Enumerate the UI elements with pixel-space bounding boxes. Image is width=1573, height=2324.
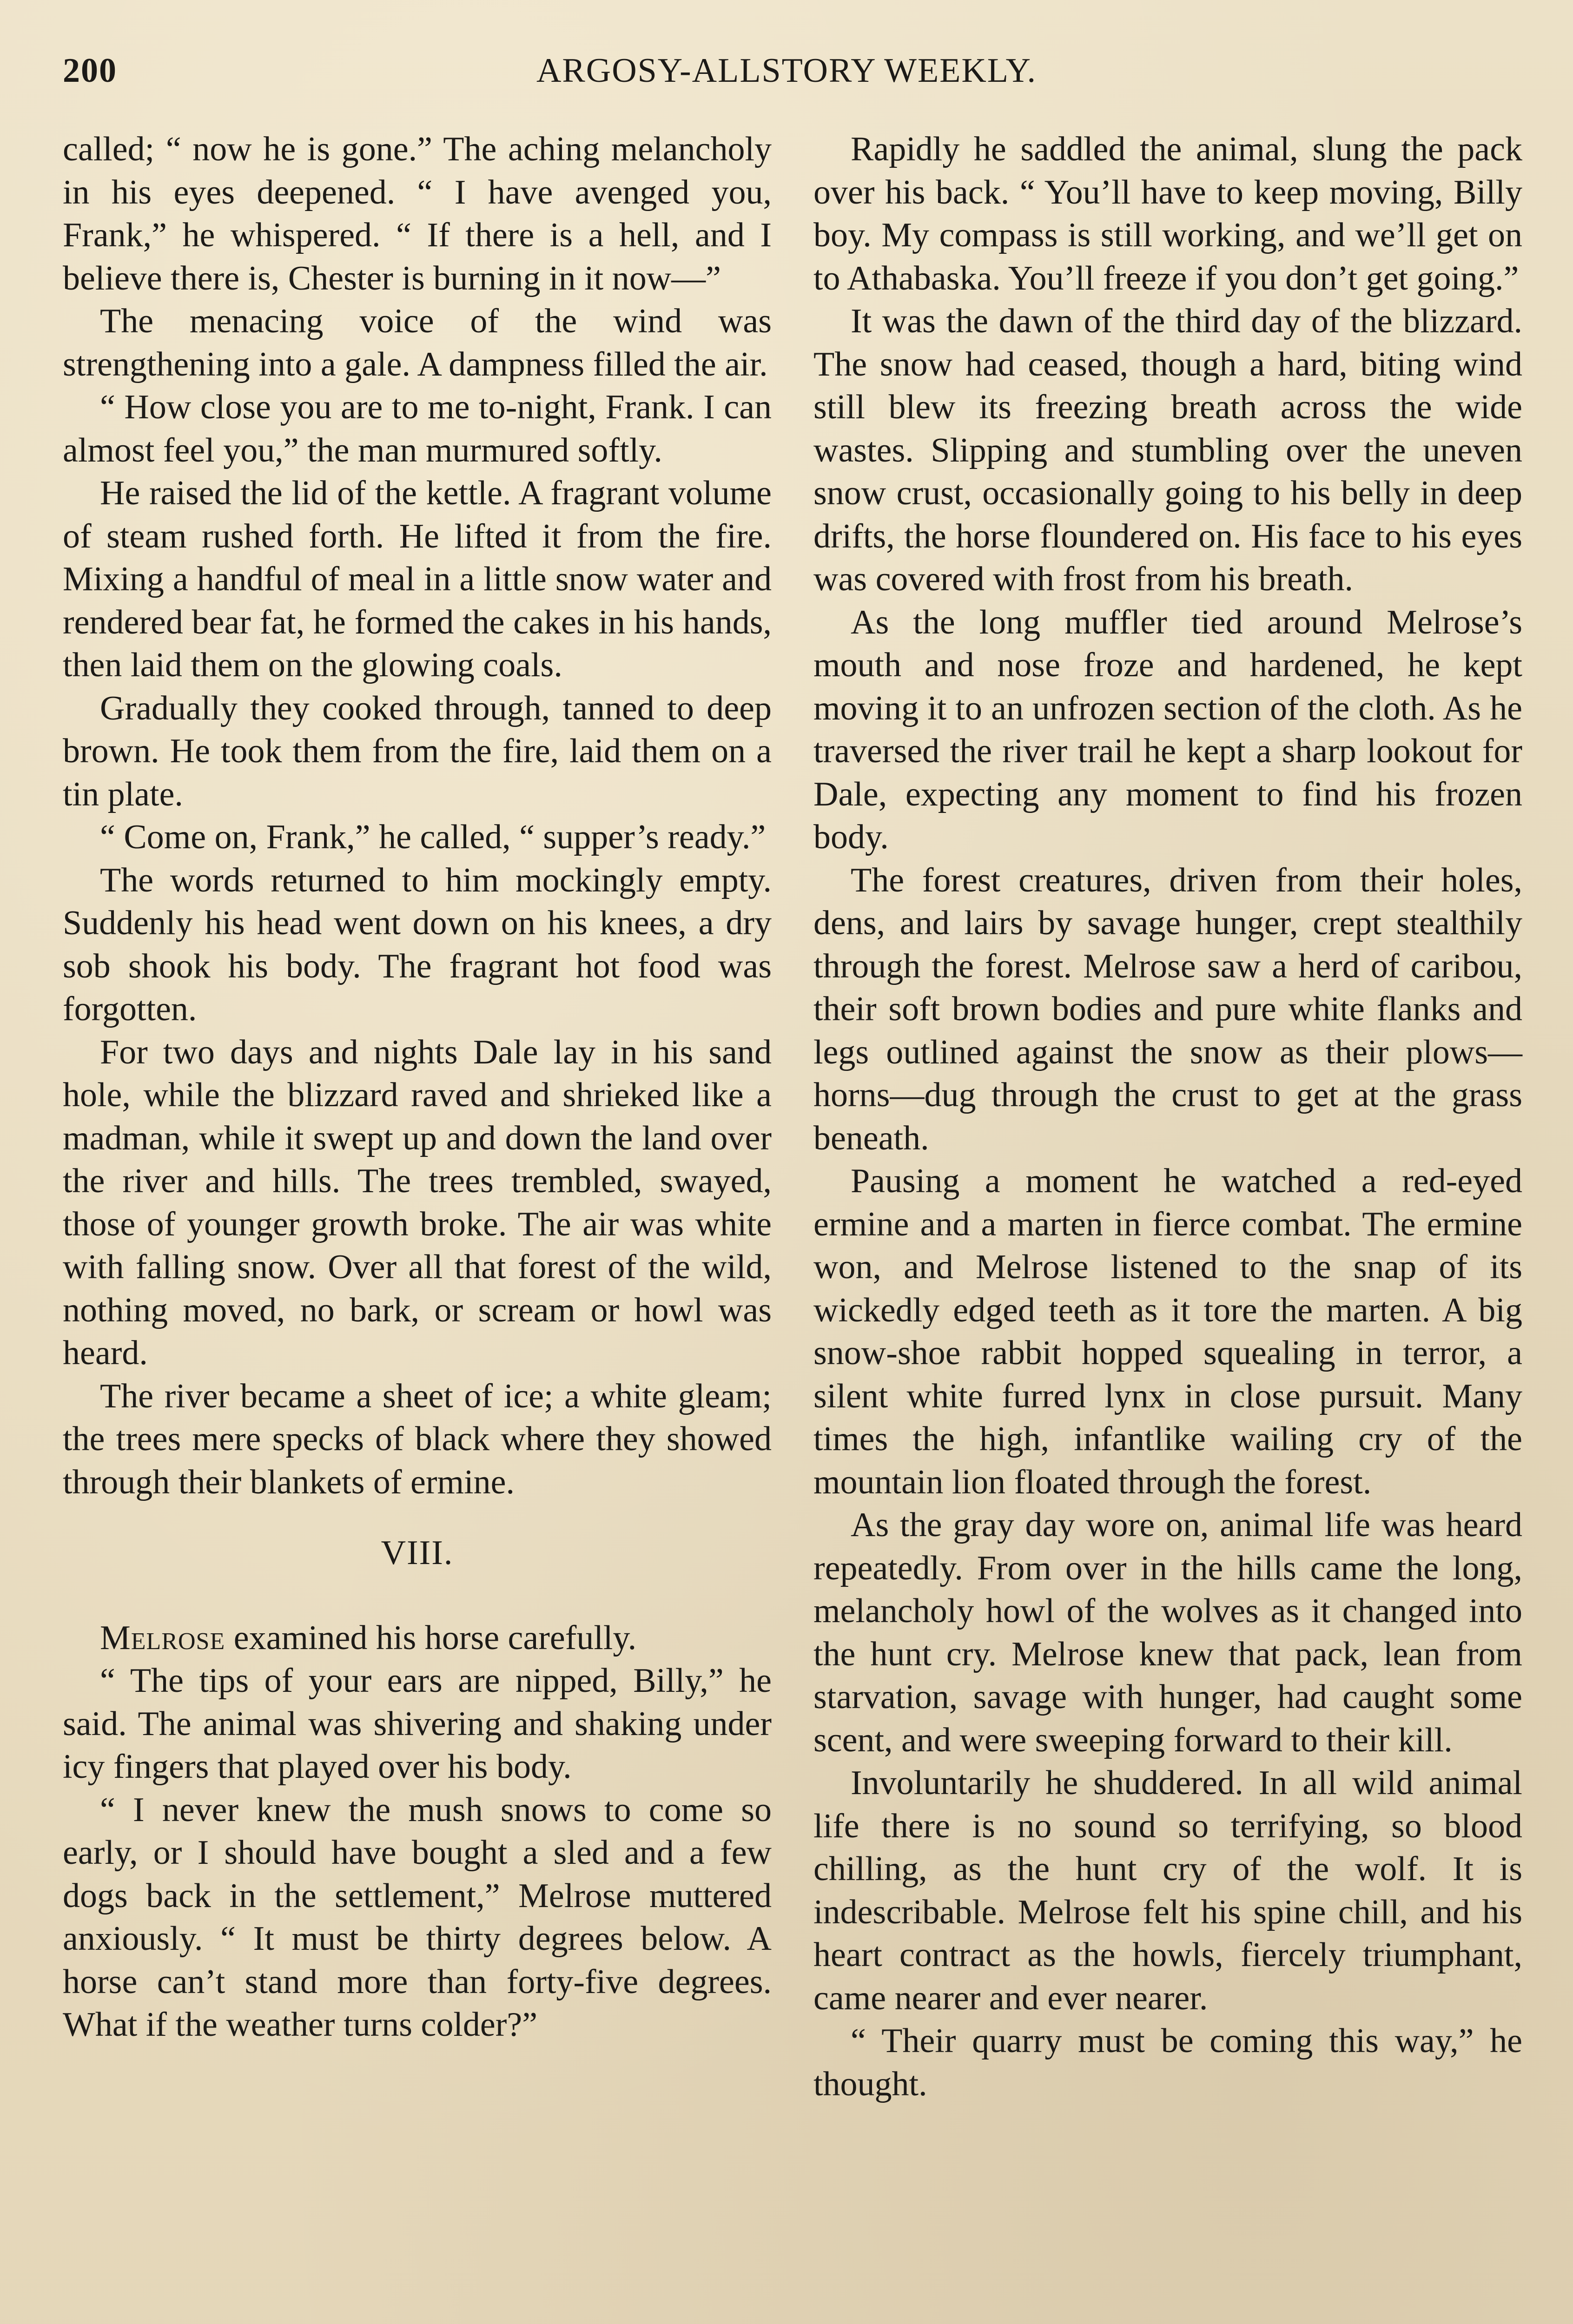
paragraph: It was the dawn of the third day of the blizzard. The snow had ceased, though a hard, biting wind still blew its freezing breath across the wide wastes. Slipping and stumbling over the uneven snow crust, occasionally going to his belly in deep drifts, the horse floundered on. His face to his eyes was covered with frost from his breath.: [813, 302, 1522, 598]
paragraph: For two days and nights Dale lay in his sand hole, while the blizzard raved and shrieked like a madman, while it swept up and down the land over the river and hills. The trees trembled, swayed, those of younger growth broke. The air was white with falling snow. Over all that forest of the wild, nothing moved, no bark, or scream or howl was heard.: [63, 1033, 772, 1372]
paragraph-rest: examined his horse carefully.: [225, 1618, 637, 1657]
right-column: [813, 128, 1522, 2324]
paragraph: Rapidly he saddled the animal, slung the pack over his back. “ You’ll have to keep moving, Billy boy. My compass is still working, and we’ll get on to Athabaska. You’ll freeze if you don’t get going.”: [813, 130, 1522, 297]
chapter-heading: VIII.: [381, 1534, 454, 1572]
paragraph: As the gray day wore on, animal life was heard repeatedly. From over in the hills came the long, melancholy howl of the wolves as it changed into the hunt cry. Melrose knew that pack, lean from starvation, savage with hunger, had caught some scent, and were sweeping forward to their kill.: [813, 1506, 1522, 1759]
paragraph: As the long muffler tied around Melrose’s mouth and nose froze and hardened, he kept moving it to an unfrozen section of the cloth. As he traversed the river trail he kept a sharp lookout for Dale, expecting any moment to find his frozen body.: [813, 603, 1522, 856]
paragraph: “ How close you are to me to-night, Frank. I can almost feel you,” the man murmured softly.: [63, 388, 772, 469]
paragraph: [63, 1617, 772, 1660]
running-head: ARGOSY-ALLSTORY WEEKLY.: [536, 52, 1037, 90]
paragraph: “ Come on, Frank,” he called, “ supper’s ready.”: [100, 818, 766, 856]
page-number: 200: [63, 52, 117, 90]
paragraph: “ Their quarry must be coming this way,” he thought.: [813, 2022, 1522, 2103]
paragraph: The menacing voice of the wind was strengthening into a gale. A dampness filled the air.: [63, 302, 772, 383]
paragraph: Involuntarily he shuddered. In all wild animal life there is no sound so terrifying, so blood chilling, as the hunt cry of the wolf. It is indescribable. Melrose felt his spine chill, and his heart contract as the howls, fiercely triumphant, came nearer and ever nearer.: [813, 1764, 1522, 2017]
paragraph: The river became a sheet of ice; a white gleam; the trees mere specks of black where they showed through their blankets of ermine.: [63, 1377, 772, 1501]
paragraph: called; “ now he is gone.” The aching melancholy in his eyes deepened. “ I have avenged you, Frank,” he whispered. “ If there is a hell, and I believe there is, Chester is burning in it now—”: [63, 130, 772, 297]
left-column: [63, 128, 772, 2324]
paragraph: Gradually they cooked through, tanned to deep brown. He took them from the fire, laid them on a tin plate.: [63, 689, 772, 813]
text-columns: [63, 128, 1522, 2324]
paragraph: He raised the lid of the kettle. A fragrant volume of steam rushed forth. He lifted it from the fire. Mixing a handful of meal in a little snow water and rendered bear fat, he formed the cakes in his hands, then laid them on the glowing coals.: [63, 474, 772, 684]
paragraph: The words returned to him mockingly empty. Suddenly his head went down on his knees, a dry sob shook his body. The fragrant hot food was forgotten.: [63, 861, 772, 1028]
paragraph: “ The tips of your ears are nipped, Billy,” he said. The animal was shivering and shaking under icy fingers that played over his body.: [63, 1662, 772, 1786]
paragraph: Pausing a moment he watched a red-eyed ermine and a marten in fierce combat. The ermine won, and Melrose listened to the snap of its wickedly edged teeth as it tore the marten. A big snow-shoe rabbit hopped squealing in terror, a silent white furred lynx in close pursuit. Many times the high, infantlike wailing cry of the mountain lion floated through the forest.: [813, 1162, 1522, 1501]
paragraph: “ I never knew the mush snows to come so early, or I should have bought a sled and a few dogs back in the settlement,” Melrose muttered anxiously. “ It must be thirty degrees below. A horse can’t stand more than forty-five degrees. What if the weather turns colder?”: [63, 1790, 772, 2044]
page-header: [63, 51, 1510, 102]
lead-word: Melrose: [100, 1618, 225, 1657]
paragraph: The forest creatures, driven from their holes, dens, and lairs by savage hunger, crept stealthily through the forest. Melrose saw a herd of caribou, their soft brown bodies and pure white flanks and legs outlined against the snow as their plows—horns—dug through the crust to get at the grass beneath.: [813, 861, 1522, 1157]
